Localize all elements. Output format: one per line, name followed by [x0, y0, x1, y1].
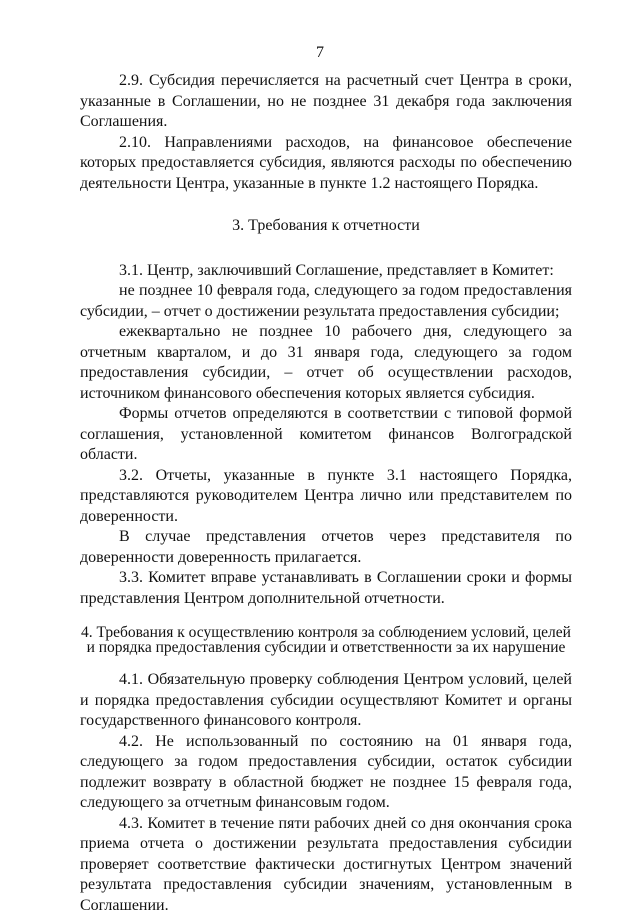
section-4-heading: 4. Требования к осуществлению контроля за соблюдением условий, целей и порядка предоставления субсидии и ответственности за их нарушение: [80, 626, 572, 655]
paragraph-3-1-a: не позднее 10 февраля года, следующего за годом предоставления субсидии, – отчет о достижении результата предоставления субсидии;: [80, 281, 572, 322]
paragraph-3-2: 3.2. Отчеты, указанные в пункте 3.1 настоящего Порядка, представляются руководителем Центра лично или представителем по доверенности.: [80, 466, 572, 528]
page-number: 7: [0, 44, 640, 62]
section-3-heading: 3. Требования к отчетности: [80, 216, 572, 237]
paragraph-3-1: 3.1. Центр, заключивший Соглашение, представляет в Комитет:: [80, 261, 572, 282]
paragraph-3-1-c: Формы отчетов определяются в соответствии с типовой формой соглашения, установленной комитетом финансов Волгоградской области.: [80, 404, 572, 466]
paragraph-2-10: 2.10. Направлениями расходов, на финансовое обеспечение которых предоставляется субсидия, являются расходы по обеспечению деятельности Центра, указанные в пункте 1.2 настоящего Порядка.: [80, 133, 572, 195]
paragraph-2-9: 2.9. Субсидия перечисляется на расчетный счет Центра в сроки, указанные в Соглашении, но не позднее 31 декабря года заключения Соглашения.: [80, 71, 572, 133]
paragraph-3-2-b: В случае представления отчетов через представителя по доверенности доверенность прилагается.: [80, 527, 572, 568]
paragraph-4-2: 4.2. Не использованный по состоянию на 01 января года, следующего за годом предоставления субсидии, остаток субсидии подлежит возврату в областной бюджет не позднее 15 февраля года, следующего за отчетным финансовым годом.: [80, 732, 572, 814]
paragraph-3-1-b: ежеквартально не позднее 10 рабочего дня, следующего за отчетным кварталом, и до 31 января года, следующего за годом предоставления субсидии, – отчет об осуществлении расходов, источником финансового обеспечения которых является субсидия.: [80, 322, 572, 404]
paragraph-4-3: 4.3. Комитет в течение пяти рабочих дней со дня окончания срока приема отчета о достижении результата предоставления субсидии проверяет соответствие фактически достигнутых Центром значений результата предоставления субсидии значениям, установленным в Соглашении.: [80, 814, 572, 916]
paragraph-4-1: 4.1. Обязательную проверку соблюдения Центром условий, целей и порядка предоставления субсидии осуществляют Комитет и органы государственного финансового контроля.: [80, 670, 572, 732]
paragraph-3-3: 3.3. Комитет вправе устанавливать в Соглашении сроки и формы представления Центром дополнительной отчетности.: [80, 568, 572, 609]
document-body: [80, 71, 572, 916]
